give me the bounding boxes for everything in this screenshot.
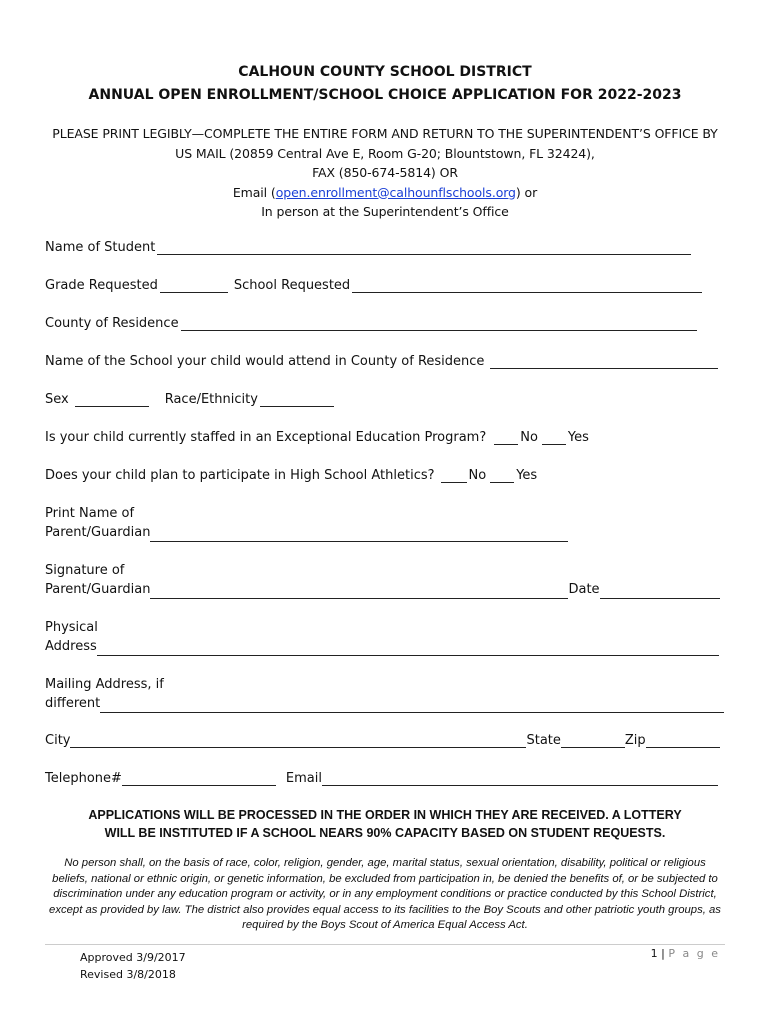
email-prefix: Email ( — [232, 184, 276, 200]
physical-label-2: Address — [45, 639, 97, 654]
athletics-no-field[interactable] — [441, 468, 467, 483]
notice-line2: WILL BE INSTITUTED IF A SCHOOL NEARS 90% CAPACITY BASED ON STUDENT REQUESTS. — [104, 826, 666, 840]
state-field[interactable] — [561, 733, 625, 748]
print-name-block — [45, 504, 568, 542]
grade-requested-field[interactable] — [160, 278, 228, 293]
approved-date: Approved 3/9/2017 — [80, 951, 186, 964]
instructions-line3: FAX (850-674-5814) OR — [312, 165, 458, 180]
ese-row — [45, 430, 589, 445]
physical-line — [45, 637, 719, 656]
mailing-label-2: different — [45, 696, 101, 711]
email-suffix: ) or — [515, 184, 538, 200]
print-name-line — [45, 523, 568, 542]
grade-requested-label: Grade Requested — [45, 278, 158, 293]
footer-divider — [45, 944, 725, 945]
race-field[interactable] — [260, 392, 334, 407]
city-state-zip-row — [45, 733, 720, 748]
page-word: P a g e — [668, 947, 720, 960]
zip-label: Zip — [624, 733, 646, 748]
date-label: Date — [568, 582, 600, 597]
school-requested-field[interactable] — [352, 278, 702, 293]
form-title: ANNUAL OPEN ENROLLMENT/SCHOOL CHOICE APPLICATION FOR 2022-2023 — [88, 87, 682, 103]
school-requested-label: School Requested — [233, 278, 351, 293]
athletics-row — [45, 468, 537, 483]
mailing-address-field[interactable] — [100, 698, 724, 713]
state-label: State — [526, 733, 561, 748]
signature-label-1: Signature of — [45, 563, 125, 578]
athletics-yes-label: Yes — [516, 468, 538, 483]
physical-address-block — [45, 618, 719, 656]
telephone-field[interactable] — [122, 771, 276, 786]
telephone-label: Telephone# — [45, 771, 122, 786]
instructions-line1: PLEASE PRINT LEGIBLY—COMPLETE THE ENTIRE FORM AND RETURN TO THE SUPERINTENDENT’S OFFICE BY — [52, 126, 718, 141]
ese-no-label: No — [520, 430, 538, 445]
revision-info — [80, 949, 186, 983]
email-link[interactable]: open.enrollment@calhounflschools.org — [275, 184, 516, 200]
date-field[interactable] — [600, 584, 720, 599]
instructions — [40, 124, 730, 222]
notice-line1: APPLICATIONS WILL BE PROCESSED IN THE ORDER IN WHICH THEY ARE RECEIVED. A LOTTERY — [88, 808, 682, 822]
mailing-label-1: Mailing Address, if — [45, 677, 164, 692]
signature-block — [45, 561, 720, 599]
athletics-yes-field[interactable] — [490, 468, 514, 483]
sex-field[interactable] — [75, 392, 149, 407]
county-label: County of Residence — [45, 316, 179, 331]
nondiscrimination-statement: No person shall, on the basis of race, color, religion, gender, age, marital status, sexual orientation, disability, political or religious beliefs, national or ethnic origin, or genetic information, be excluded from participation in, be denied the benefits of, or be subjected to discrimination under any education program or activity, or in any employment conditions or practice conducted by this School District, except as provided by law. The district also provides equal access to its facilities to the Boy Scouts and other patriotic youth groups, as required by the Boys Scout of America Equal Access Act. — [49, 857, 721, 931]
ese-question: Is your child currently staffed in an Exceptional Education Program? — [45, 430, 487, 445]
page-number-value: 1 | — [650, 947, 665, 960]
race-label: Race/Ethnicity — [164, 392, 258, 407]
email-field[interactable] — [322, 771, 718, 786]
physical-address-field[interactable] — [97, 641, 719, 656]
email-label: Email — [285, 771, 322, 786]
county-school-field[interactable] — [490, 354, 718, 369]
processing-notice — [40, 806, 730, 842]
signature-label-2: Parent/Guardian — [45, 582, 151, 597]
city-label: City — [45, 733, 71, 748]
instructions-line5: In person at the Superintendent’s Office — [261, 204, 509, 219]
print-name-label-2: Parent/Guardian — [45, 525, 151, 540]
signature-line — [45, 580, 720, 599]
student-name-row — [45, 240, 693, 255]
page-number — [651, 947, 720, 960]
ese-yes-label: Yes — [567, 430, 589, 445]
county-school-label: Name of the School your child would attend in County of Residence — [45, 354, 485, 369]
athletics-question: Does your child plan to participate in High School Athletics? — [45, 468, 435, 483]
mailing-line — [45, 694, 724, 713]
county-school-row — [45, 354, 720, 369]
athletics-no-label: No — [468, 468, 487, 483]
student-name-label: Name of Student — [45, 240, 156, 255]
sex-label: Sex — [45, 392, 69, 407]
student-name-field[interactable] — [157, 240, 691, 255]
ese-yes-field[interactable] — [542, 430, 566, 445]
sex-race-row — [45, 392, 336, 407]
county-field[interactable] — [181, 316, 697, 331]
county-row — [45, 316, 699, 331]
mailing-address-block — [45, 675, 724, 713]
district-title: CALHOUN COUNTY SCHOOL DISTRICT — [238, 64, 532, 80]
revised-date: Revised 3/8/2018 — [80, 968, 176, 981]
city-field[interactable] — [70, 733, 526, 748]
instructions-email-line — [40, 183, 730, 203]
zip-field[interactable] — [646, 733, 720, 748]
print-name-label-1: Print Name of — [45, 506, 135, 521]
phone-email-row — [45, 771, 718, 786]
signature-field[interactable] — [150, 584, 568, 599]
grade-school-row — [45, 278, 704, 293]
ese-no-field[interactable] — [494, 430, 518, 445]
print-name-field[interactable] — [150, 527, 568, 542]
instructions-line2: US MAIL (20859 Central Ave E, Room G-20; Blountstown, FL 32424), — [175, 145, 595, 161]
physical-label-1: Physical — [45, 620, 98, 635]
